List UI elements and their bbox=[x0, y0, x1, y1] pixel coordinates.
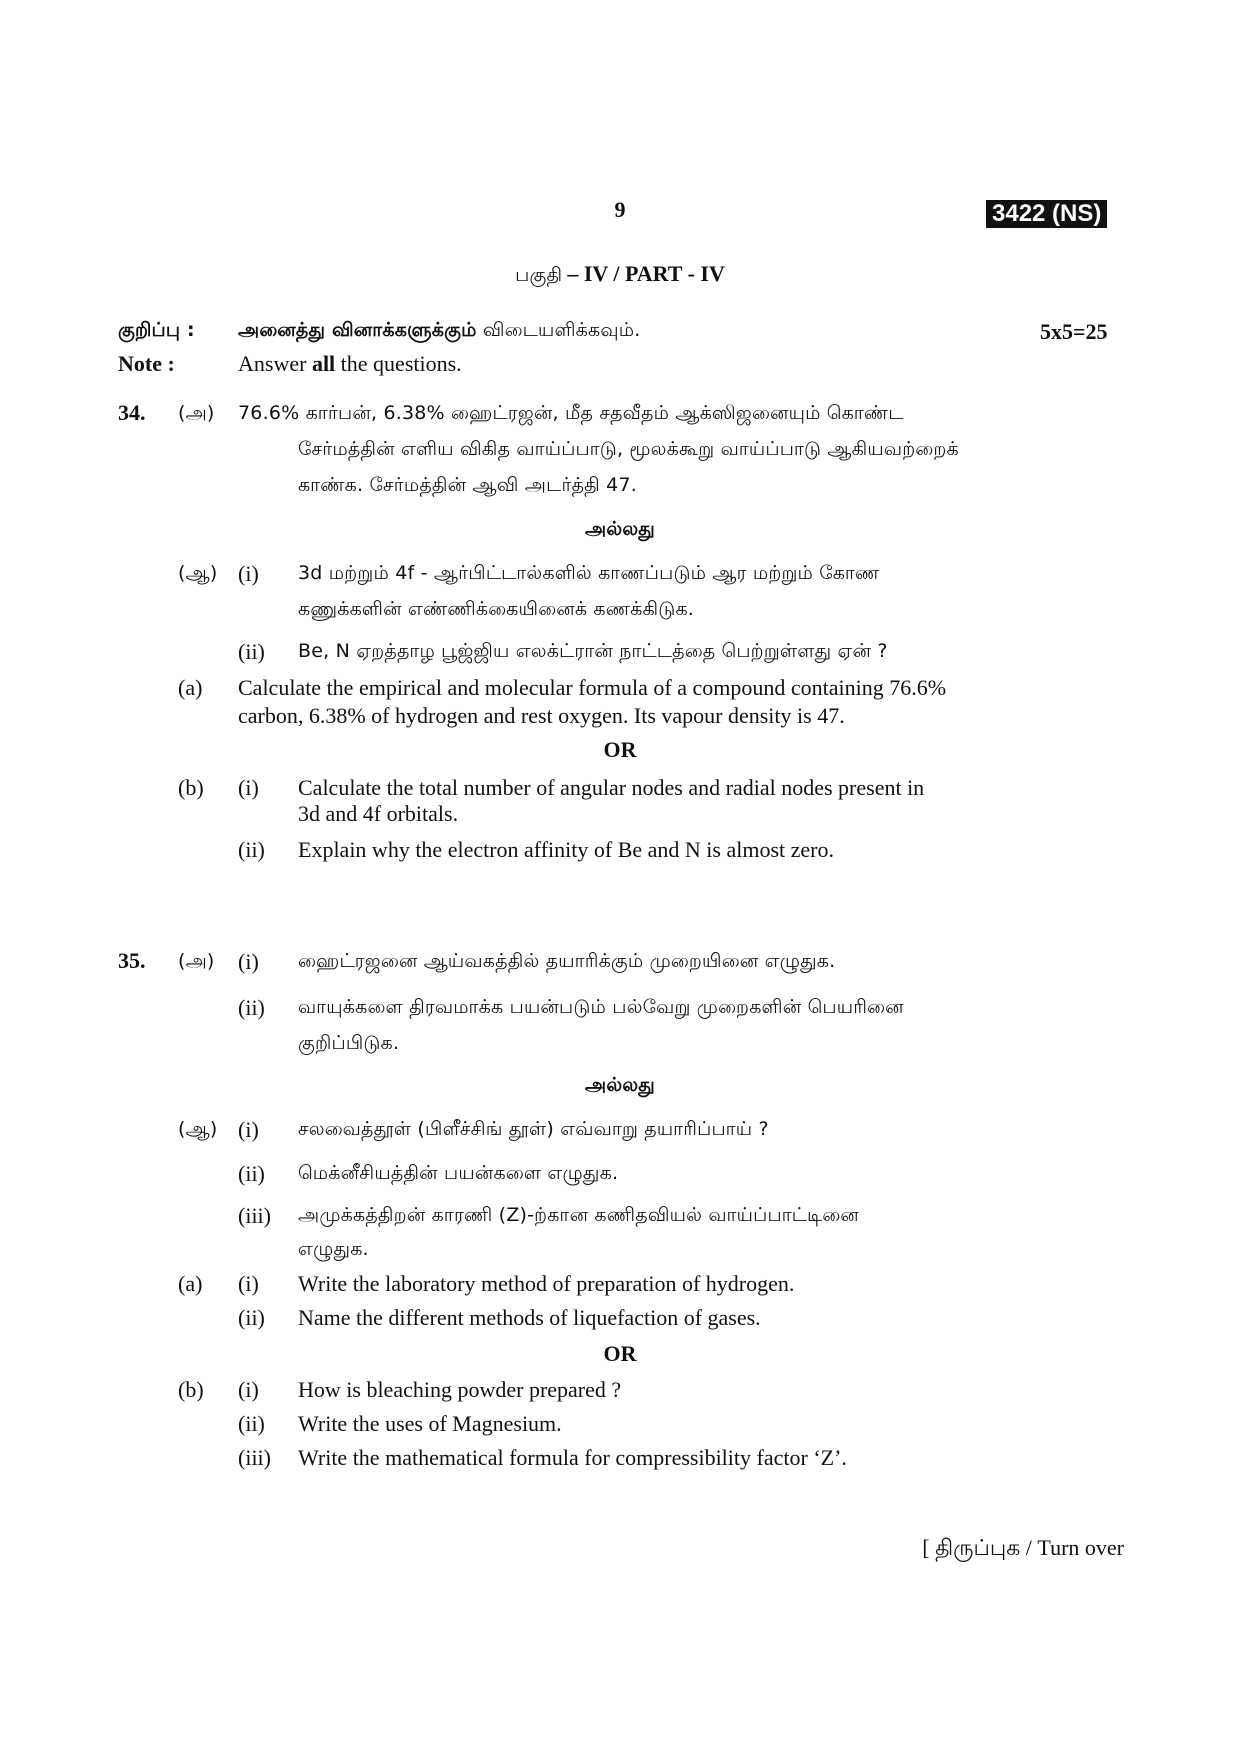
q35-or-ta: அல்லது bbox=[585, 1074, 655, 1096]
q34-b-ta-i-label: (i) bbox=[238, 561, 259, 586]
q34-b-ta-label: (ஆ) bbox=[178, 562, 218, 584]
q34-a-en-line-1: Calculate the empirical and molecular formula of a compound containing 76.6% bbox=[238, 675, 947, 700]
note-text-ta-bold: அனைத்து வினாக்களுக்கும் bbox=[238, 319, 477, 341]
note-text-en-post: the questions. bbox=[340, 351, 462, 376]
note-text-en-pre: Answer bbox=[238, 351, 307, 376]
q34-b-ta-i-line-1: 3d மற்றும் 4f - ஆர்பிட்டால்களில் காணப்படும் ஆர மற்றும் கோண bbox=[298, 562, 880, 584]
q35-b-ta-i-text: சலவைத்தூள் (பிளீச்சிங் தூள்) எவ்வாறு தயாரிப்பாய் ? bbox=[298, 1118, 769, 1140]
q35-a-en-i-label: (i) bbox=[238, 1271, 259, 1296]
part-title-ta: பகுதி bbox=[515, 264, 563, 286]
q34-b-en-label: (b) bbox=[178, 775, 204, 800]
q35-a-en-i-text: Write the laboratory method of preparation of hydrogen. bbox=[298, 1271, 795, 1296]
q34-b-en-i-label: (i) bbox=[238, 775, 259, 800]
q35-b-en-ii-label: (ii) bbox=[238, 1411, 265, 1436]
q34-b-ta-ii-label: (ii) bbox=[238, 639, 265, 664]
q35-a-ta-i-label: (i) bbox=[238, 949, 259, 974]
q34-or-ta: அல்லது bbox=[585, 518, 655, 540]
q35-a-ta-i-text: ஹைட்ரஜனை ஆய்வகத்தில் தயாரிக்கும் முறையினை எழுதுக. bbox=[298, 950, 836, 972]
q35-b-ta-iii-label: (iii) bbox=[238, 1203, 271, 1228]
q35-a-ta-ii-label: (ii) bbox=[238, 995, 265, 1020]
page-number: 9 bbox=[614, 197, 626, 222]
q35-b-en-i-label: (i) bbox=[238, 1377, 259, 1402]
q35-a-ta-ii-line-1: வாயுக்களை திரவமாக்க பயன்படும் பல்வேறு முறைகளின் பெயரினை bbox=[298, 996, 904, 1018]
note-label-en: Note : bbox=[118, 351, 175, 376]
q35-b-ta-i-label: (i) bbox=[238, 1117, 259, 1142]
q35-b-ta-iii-line-2: எழுதுக. bbox=[298, 1238, 369, 1260]
q35-b-ta-iii-line-1: அமுக்கத்திறன் காரணி (Z)-ற்கான கணிதவியல் வாய்ப்பாட்டினை bbox=[298, 1204, 859, 1226]
q35-b-en-ii-text: Write the uses of Magnesium. bbox=[298, 1411, 562, 1436]
q34-b-en-i-line-2: 3d and 4f orbitals. bbox=[298, 801, 459, 826]
turn-over-label: [ திருப்புக / Turn over bbox=[922, 1535, 1124, 1560]
q34-a-ta-line-3: காண்க. சேர்மத்தின் ஆவி அடர்த்தி 47. bbox=[298, 474, 637, 496]
q35-b-ta-ii-text: மெக்னீசியத்தின் பயன்களை எழுதுக. bbox=[298, 1162, 619, 1184]
q35-a-en-ii-text: Name the different methods of liquefaction of gases. bbox=[298, 1305, 761, 1330]
part-title-en: – IV / PART - IV bbox=[567, 261, 725, 286]
q34-a-ta-label: (அ) bbox=[178, 402, 215, 424]
note-text-ta-rest: விடையளிக்கவும். bbox=[482, 319, 641, 341]
note-label-ta: குறிப்பு : bbox=[118, 319, 195, 341]
note-text-ta bbox=[238, 313, 640, 348]
q34-b-en-ii-text: Explain why the electron affinity of Be and N is almost zero. bbox=[298, 837, 835, 862]
q35-a-ta-ii-line-2: குறிப்பிடுக. bbox=[298, 1032, 400, 1054]
q35-b-ta-label: (ஆ) bbox=[178, 1118, 218, 1140]
question-number-34: 34. bbox=[118, 400, 146, 425]
q35-a-en-ii-label: (ii) bbox=[238, 1305, 265, 1330]
q34-or-en: OR bbox=[603, 737, 637, 762]
q35-b-en-iii-text: Write the mathematical formula for compressibility factor ‘Z’. bbox=[298, 1445, 847, 1470]
q34-b-en-i-line-1: Calculate the total number of angular nodes and radial nodes present in bbox=[298, 775, 925, 800]
q34-a-en-label: (a) bbox=[178, 675, 203, 700]
q34-b-en-ii-label: (ii) bbox=[238, 837, 265, 862]
q35-b-en-i-text: How is bleaching powder prepared ? bbox=[298, 1377, 622, 1402]
note-text-en bbox=[238, 350, 462, 378]
question-number-35: 35. bbox=[118, 948, 146, 973]
q34-b-ta-i-line-2: கணுக்களின் எண்ணிக்கையினைக் கணக்கிடுக. bbox=[298, 598, 695, 620]
q35-b-ta-ii-label: (ii) bbox=[238, 1161, 265, 1186]
q34-a-en-line-2: carbon, 6.38% of hydrogen and rest oxygen. Its vapour density is 47. bbox=[238, 703, 845, 728]
marks-label: 5x5=25 bbox=[1040, 319, 1108, 344]
part-title bbox=[0, 258, 1240, 293]
q35-b-en-iii-label: (iii) bbox=[238, 1445, 271, 1470]
q34-b-ta-ii-text: Be, N ஏறத்தாழ பூஜ்ஜிய எலக்ட்ரான் நாட்டத்தை பெற்றுள்ளது ஏன் ? bbox=[298, 640, 888, 662]
note-text-en-bold: all bbox=[311, 351, 336, 376]
q34-a-ta-line-1: 76.6% கார்பன், 6.38% ஹைட்ரஜன், மீத சதவீதம் ஆக்ஸிஜனையும் கொண்ட bbox=[238, 402, 904, 424]
paper-code-badge: 3422 (NS) bbox=[986, 200, 1107, 228]
q34-a-ta-line-2: சேர்மத்தின் எளிய விகித வாய்ப்பாடு, மூலக்கூறு வாய்ப்பாடு ஆகியவற்றைக் bbox=[298, 438, 959, 460]
q35-a-ta-label: (அ) bbox=[178, 950, 215, 972]
q35-b-en-label: (b) bbox=[178, 1377, 204, 1402]
q35-or-en: OR bbox=[603, 1341, 637, 1366]
q35-a-en-label: (a) bbox=[178, 1271, 203, 1296]
